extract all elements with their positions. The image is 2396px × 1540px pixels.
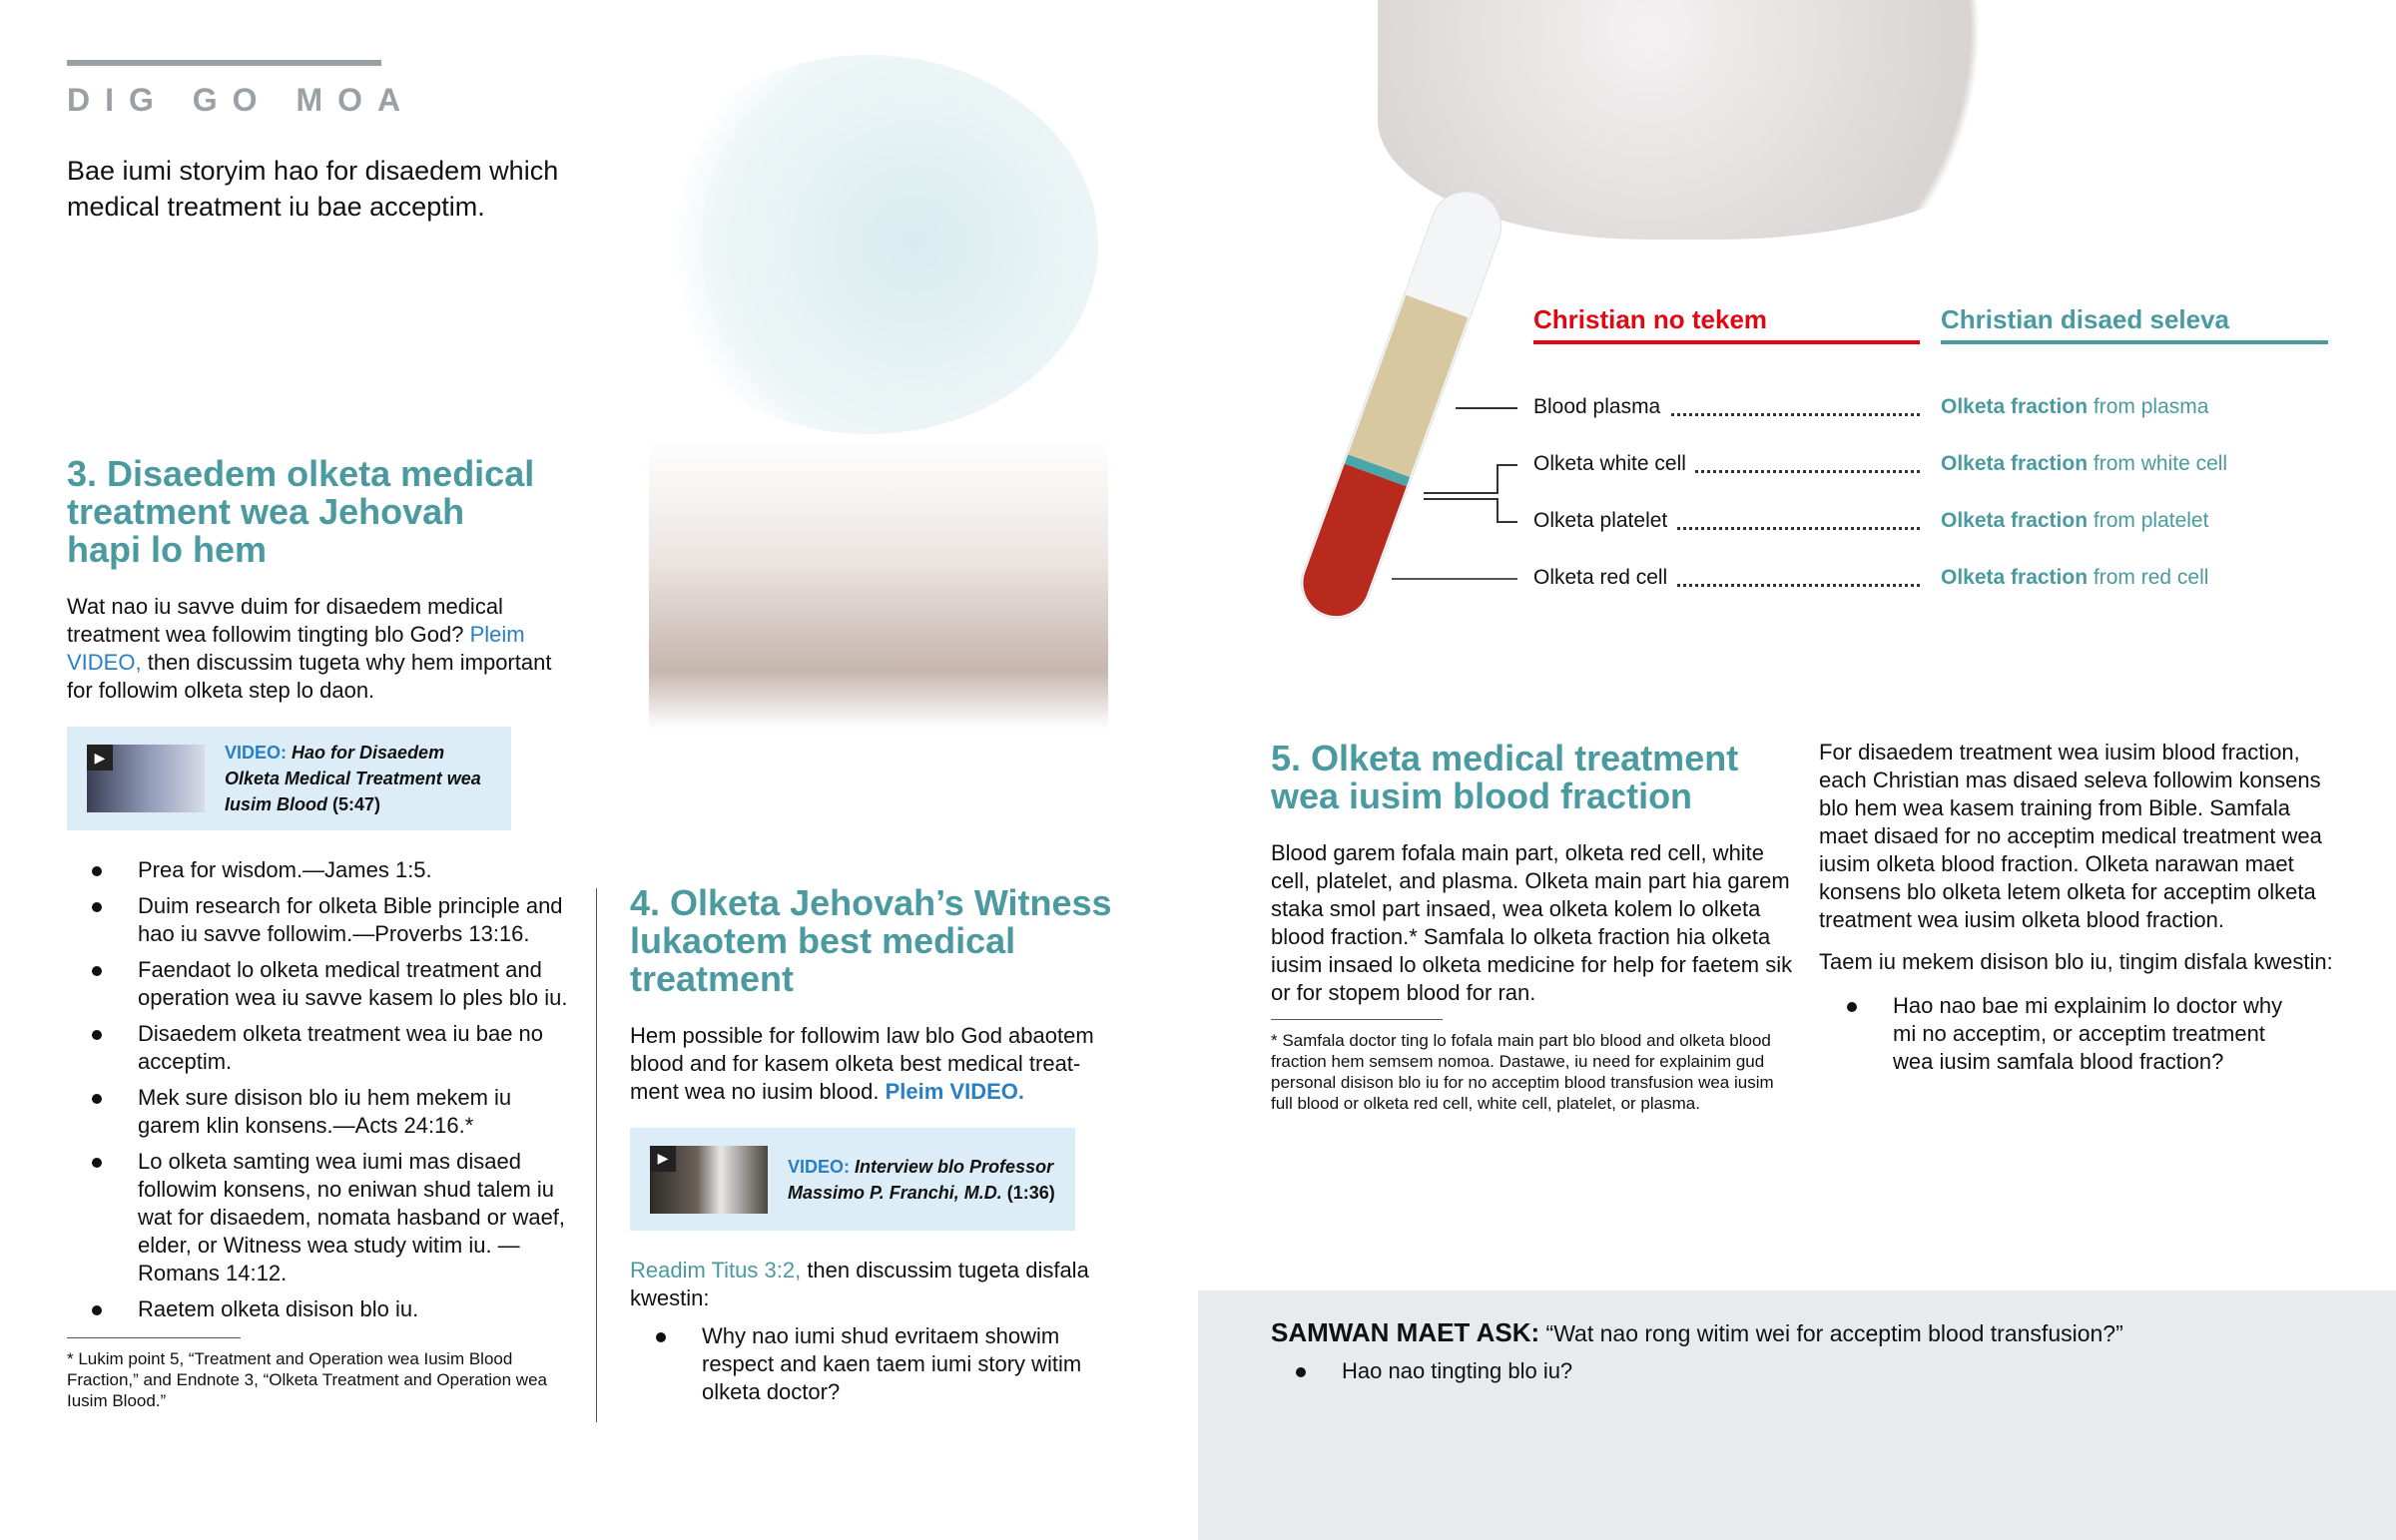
section3-bullets (90, 856, 579, 1331)
list-item: Prea for wisdom.—James 1:5. (90, 856, 579, 884)
video-title[interactable]: Interview blo Professor Massimo P. Franchi, M.D. (788, 1156, 1054, 1203)
section4-bullets (654, 1322, 1103, 1414)
table-row: Olketa red cell Olketa fraction from red cell (1533, 566, 2209, 589)
footer-bullets (1294, 1357, 2093, 1393)
video-card-2[interactable]: ▶ VIDEO: Interview blo Professor Massimo P. Franchi, M.D. (1:36) (630, 1128, 1075, 1231)
section3-paragraph: Wat nao iu savve duim for disaedem medical treatment wea followim tingting blo God? Pleim VIDEO, then discussim tugeta why hem important for followim olketa step lo daon. (67, 594, 552, 703)
video-title[interactable]: Hao for Disaedem Olketa Medical Treatment wea Iusim Blood (225, 743, 481, 814)
play-icon[interactable]: ▶ (87, 745, 113, 770)
table-row: Olketa platelet Olketa fraction from platelet (1533, 509, 2209, 532)
illustration-patient-thinking (639, 55, 1098, 434)
list-item: Mek sure disison blo iu hem mekem iu garem klin konsens.—Acts 24:16.* (90, 1084, 579, 1140)
footnote: * Samfala doctor ting lo fofala main part blo blood and olketa blood fraction hem semsem nomoa. Dastawe, iu need for explainim gud personal disison blo iu for no acceptim blood transfusion wea iusim full blood or olketa red cell, white cell, platelet, or plasma. (1271, 1031, 1774, 1113)
section4-column (630, 884, 1119, 1414)
list-item: Why nao iumi shud evritaem showim respect and kaen taem iumi story witim olketa doctor? (654, 1322, 1103, 1406)
section5-title: 5. Olketa medical treatment wea iusim blood fraction (1271, 738, 1739, 816)
play-video-link[interactable]: Pleim VIDEO, (67, 622, 525, 675)
table-row: Blood plasma Olketa fraction from plasma (1533, 395, 2209, 418)
section5-bullets (1845, 992, 2304, 1084)
intro-text: Bae iumi storyim hao for disaedem which medical treatment iu bae acceptim. (67, 156, 559, 222)
footer-panel (1198, 1290, 2396, 1540)
section4-paragraph: Hem possible for followim law blo God abaotem blood and for kasem olketa best medical treatment wea no iusim blood. Pleim VIDEO. (630, 1023, 1094, 1104)
list-item: Hao nao tingting blo iu? (1294, 1357, 2093, 1385)
column-divider (596, 888, 597, 1422)
column-header-not-accept: Christian no tekem (1533, 304, 1768, 334)
section5-column (1271, 740, 1795, 1114)
list-item: Faendaot lo olketa medical treatment and operation wea iu savve kasem lo ples blo iu. (90, 956, 579, 1012)
section-label: DIG GO MOA (67, 82, 416, 118)
section5-paragraph-3: Taem iu mekem disison blo iu, tingim disfala kwestin: (1819, 949, 2333, 974)
section4-title: 4. Olketa Jehovah’s Witness lukaotem best medical treatment (630, 882, 1112, 999)
section3-title: 3. Disaedem olketa medical treatment wea Jehovah hapi lo hem (67, 453, 535, 570)
section3-column (67, 455, 576, 1411)
column-header-rule-teal (1941, 340, 2328, 344)
section5-right-column (1819, 739, 2338, 1084)
column-header-rule-red (1533, 340, 1920, 344)
footnote-rule (67, 1337, 241, 1338)
list-item: Disaedem olketa treatment wea iu bae no acceptim. (90, 1020, 579, 1076)
video-thumbnail[interactable] (650, 1146, 768, 1214)
footer-content (1271, 1318, 2369, 1393)
tube-connector-lines (1388, 399, 1537, 589)
section5-paragraph-2: For disaedem treatment wea iusim blood fraction, each Christian mas disaed seleva followim konsens blo hem wea kasem training from Bible. Samfala maet disaed for no acceptim medical treatment wea iusim olketa blood fraction. Olketa narawan maet konsens blo olketa letem olketa for acceptim olketa treatment wea iusim olketa blood fraction. (1819, 740, 2322, 932)
header-rule (67, 60, 381, 66)
someone-may-ask: SAMWAN MAET ASK: “Wat nao rong witim wei for acceptim blood transfusion?” (1271, 1317, 2123, 1347)
play-video-link[interactable]: Pleim VIDEO. (885, 1079, 1024, 1104)
list-item: Lo olketa samting wea iumi mas disaed followim konsens, no eniwan shud talem iu wat for disaedem, nomata hasband or waef, elder, or Witness wea study witim iu. —Romans 14:12. (90, 1148, 579, 1287)
list-item: Hao nao bae mi explainim lo doctor why mi no acceptim, or acceptim treatment wea iusim samfala blood fraction? (1845, 992, 2304, 1076)
table-row: Olketa white cell Olketa fraction from white cell (1533, 452, 2228, 475)
list-item: Duim research for olketa Bible principle and hao iu savve followim.—Proverbs 13:16. (90, 892, 579, 948)
video-thumbnail[interactable] (87, 745, 205, 812)
list-item: Raetem olketa disison blo iu. (90, 1295, 579, 1323)
illustration-doctor-consult (649, 439, 1108, 729)
video-card-1[interactable]: ▶ VIDEO: Hao for Disaedem Olketa Medical Treatment wea Iusim Blood (5:47) (67, 727, 511, 830)
scripture-link[interactable]: Readim Titus 3:2, (630, 1258, 802, 1283)
play-icon[interactable]: ▶ (650, 1146, 676, 1172)
footnote-rule (1271, 1019, 1443, 1020)
section5-paragraph: Blood garem fofala main part, olketa red cell, white cell, platelet, and plasma. Olketa main part hia garem staka smol part insaed, wea olketa kolem lo olketa blood fraction.* Samfala lo olketa fraction hia olketa iusim insaed lo olketa medicine for help for faetem sik or for stopem blood for ran. (1271, 840, 1793, 1005)
column-header-personal-choice: Christian disaed seleva (1941, 304, 2230, 334)
read-scripture: Readim Titus 3:2, then discussim tugeta disfala kwestin: (630, 1258, 1089, 1310)
footnote: * Lukim point 5, “Treatment and Operation wea Iusim Blood Fraction,” and Endnote 3, “Olketa Treatment and Operation wea Iusim Blood.” (67, 1349, 547, 1410)
